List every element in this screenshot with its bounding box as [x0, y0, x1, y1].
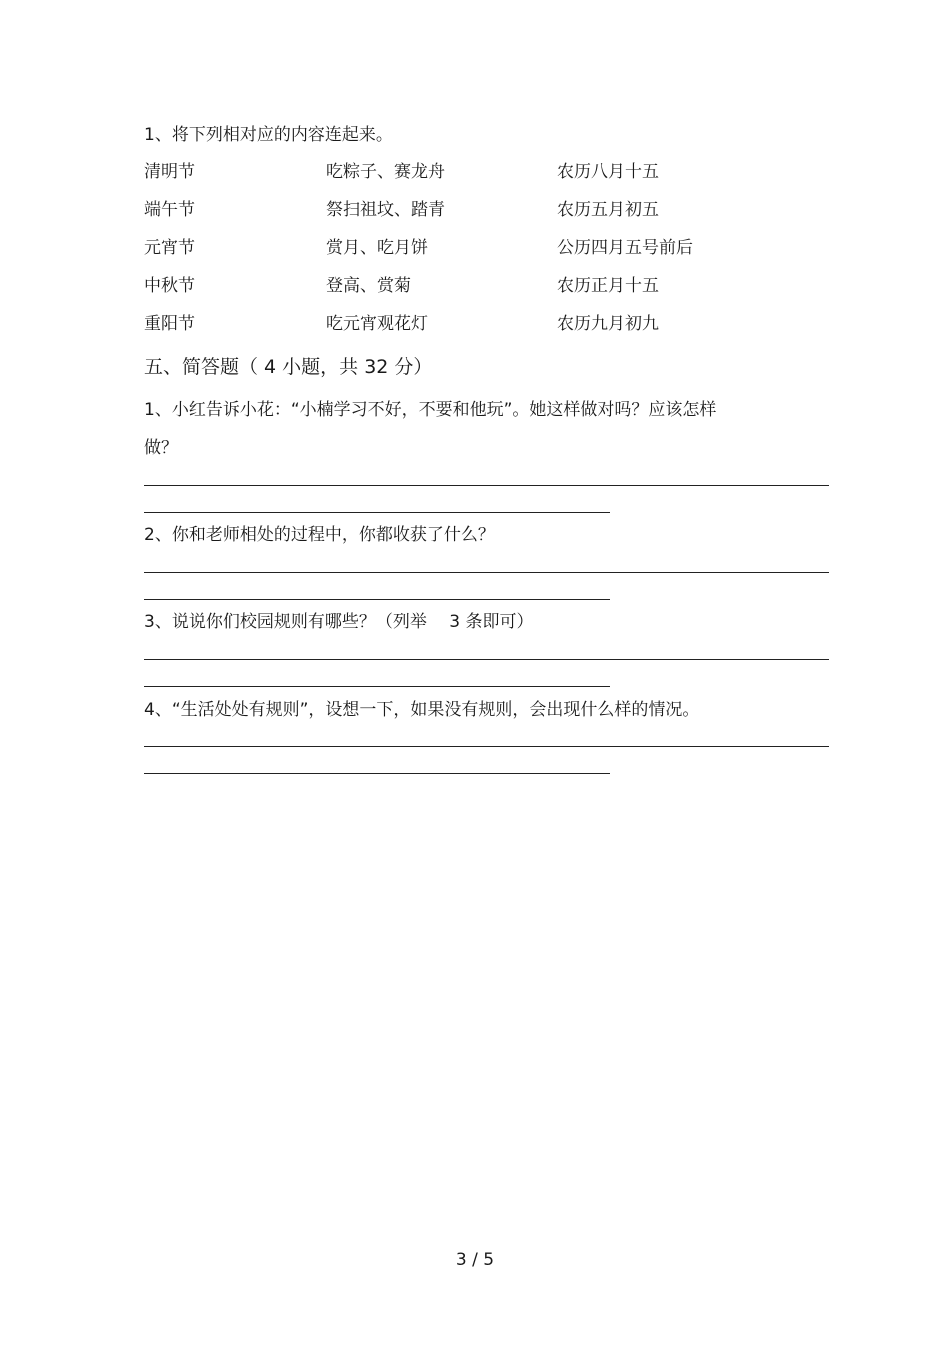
- festival-name: 重阳节: [144, 314, 195, 334]
- festival-name: 清明节: [144, 162, 195, 182]
- festival-custom: 吃元宵观花灯: [326, 314, 428, 334]
- question-3-text: 3、说说你们校园规则有哪些？（列举 3 条即可）: [144, 612, 534, 632]
- question-1-text-continued: 做？: [144, 438, 178, 458]
- festival-date: 农历九月初九: [557, 314, 659, 334]
- question-4-text: 4、“生活处处有规则”，设想一下，如果没有规则，会出现什么样的情况。: [144, 700, 700, 720]
- festival-custom: 祭扫祖坟、踏青: [326, 200, 445, 220]
- section-heading: 五、简答题（ 4 小题，共 32 分）: [144, 356, 433, 378]
- answer-line: [144, 659, 829, 660]
- festival-name: 端午节: [144, 200, 195, 220]
- answer-line: [144, 485, 829, 486]
- answer-line: [144, 512, 610, 513]
- festival-name: 元宵节: [144, 238, 195, 258]
- page-number: 3 / 5: [455, 1250, 495, 1270]
- festival-custom: 赏月、吃月饼: [326, 238, 428, 258]
- answer-line: [144, 599, 610, 600]
- answer-line: [144, 746, 829, 747]
- question-1-text: 1、小红告诉小花：“小楠学习不好，不要和他玩”。她这样做对吗？应该怎样: [144, 400, 717, 420]
- festival-date: 农历五月初五: [557, 200, 659, 220]
- festival-name: 中秋节: [144, 276, 195, 296]
- festival-date: 农历八月十五: [557, 162, 659, 182]
- answer-line: [144, 686, 610, 687]
- festival-custom: 登高、赏菊: [326, 276, 411, 296]
- matching-instruction: 1、将下列相对应的内容连起来。: [144, 125, 393, 145]
- question-2-text: 2、你和老师相处的过程中，你都收获了什么？: [144, 525, 495, 545]
- festival-date: 农历正月十五: [557, 276, 659, 296]
- answer-line: [144, 773, 610, 774]
- answer-line: [144, 572, 829, 573]
- festival-custom: 吃粽子、赛龙舟: [326, 162, 445, 182]
- festival-date: 公历四月五号前后: [557, 238, 693, 258]
